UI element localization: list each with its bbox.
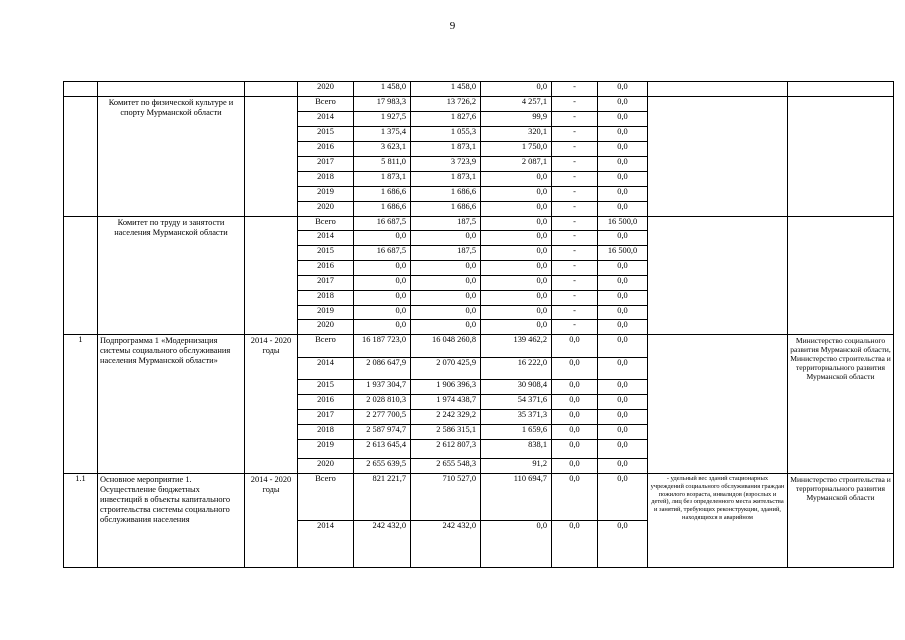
federal-budget-cell: 4 257,1 (481, 97, 552, 112)
year-cell: 2014 (298, 231, 354, 246)
year-cell: 2018 (298, 291, 354, 306)
year-cell: 2019 (298, 306, 354, 320)
year-cell: 2017 (298, 410, 354, 425)
total-cell: 2 655 639,5 (354, 459, 411, 474)
year-cell: Всего (298, 335, 354, 358)
local-budget-cell: 0,0 (552, 440, 598, 459)
total-cell: 1 927,5 (354, 112, 411, 127)
total-cell: 0,0 (354, 231, 411, 246)
year-cell: 2020 (298, 82, 354, 97)
total-cell: 1 375,4 (354, 127, 411, 142)
local-budget-cell: - (552, 246, 598, 261)
regional-budget-cell: 0,0 (411, 276, 481, 291)
other-sources-cell: 0,0 (598, 320, 648, 335)
local-budget-cell: - (552, 142, 598, 157)
federal-budget-cell: 30 908,4 (481, 380, 552, 395)
regional-budget-cell: 13 726,2 (411, 97, 481, 112)
year-cell: Всего (298, 217, 354, 231)
federal-budget-cell: 139 462,2 (481, 335, 552, 358)
federal-budget-cell: 0,0 (481, 172, 552, 187)
regional-budget-cell: 1 873,1 (411, 172, 481, 187)
federal-budget-cell: 0,0 (481, 246, 552, 261)
local-budget-cell: - (552, 320, 598, 335)
year-cell: 2016 (298, 395, 354, 410)
indicator-cell (648, 335, 788, 474)
total-cell: 2 613 645,4 (354, 440, 411, 459)
year-cell: 2020 (298, 459, 354, 474)
page-number: 9 (449, 20, 456, 32)
local-budget-cell: - (552, 306, 598, 320)
other-sources-cell: 0,0 (598, 291, 648, 306)
year-cell: 2019 (298, 440, 354, 459)
federal-budget-cell: 0,0 (481, 521, 552, 568)
other-sources-cell: 0,0 (598, 306, 648, 320)
table-row (64, 474, 894, 521)
local-budget-cell: - (552, 127, 598, 142)
other-sources-cell: 0,0 (598, 202, 648, 217)
regional-budget-cell: 1 974 438,7 (411, 395, 481, 410)
regional-budget-cell: 710 527,0 (411, 474, 481, 521)
other-sources-cell: 0,0 (598, 459, 648, 474)
total-cell: 1 937 304,7 (354, 380, 411, 395)
other-sources-cell: 16 500,0 (598, 246, 648, 261)
federal-budget-cell: 0,0 (481, 291, 552, 306)
regional-budget-cell: 1 873,1 (411, 142, 481, 157)
item-name-cell: Подпрограмма 1 «Модернизация системы социального обслуживания населения Мурманской области» (98, 335, 245, 474)
regional-budget-cell: 187,5 (411, 246, 481, 261)
other-sources-cell: 0,0 (598, 425, 648, 440)
local-budget-cell: - (552, 202, 598, 217)
item-number-cell (64, 82, 98, 97)
regional-budget-cell: 1 686,6 (411, 202, 481, 217)
total-cell: 17 983,3 (354, 97, 411, 112)
regional-budget-cell: 0,0 (411, 231, 481, 246)
total-cell: 16 687,5 (354, 217, 411, 231)
local-budget-cell: 0,0 (552, 521, 598, 568)
regional-budget-cell: 187,5 (411, 217, 481, 231)
year-cell: 2017 (298, 276, 354, 291)
regional-budget-cell: 2 070 425,9 (411, 358, 481, 380)
federal-budget-cell: 0,0 (481, 276, 552, 291)
regional-budget-cell: 1 458,0 (411, 82, 481, 97)
federal-budget-cell: 0,0 (481, 187, 552, 202)
year-cell: 2015 (298, 380, 354, 395)
federal-budget-cell: 0,0 (481, 306, 552, 320)
other-sources-cell: 0,0 (598, 440, 648, 459)
total-cell: 1 686,6 (354, 202, 411, 217)
year-cell: 2019 (298, 187, 354, 202)
local-budget-cell: 0,0 (552, 425, 598, 440)
table-row (64, 97, 894, 112)
total-cell: 0,0 (354, 320, 411, 335)
year-cell: Всего (298, 97, 354, 112)
other-sources-cell: 0,0 (598, 474, 648, 521)
year-cell: 2014 (298, 112, 354, 127)
responsible-executor-cell (788, 217, 894, 335)
total-cell: 821 221,7 (354, 474, 411, 521)
local-budget-cell: - (552, 82, 598, 97)
indicator-cell (648, 217, 788, 335)
local-budget-cell: 0,0 (552, 380, 598, 395)
item-number-cell (64, 97, 98, 217)
responsible-executor-cell: Министерство социального развития Мурманской области, Министерство строительства и территориального развития Мурманской области (788, 335, 894, 474)
regional-budget-cell: 3 723,9 (411, 157, 481, 172)
local-budget-cell: 0,0 (552, 395, 598, 410)
total-cell: 16 687,5 (354, 246, 411, 261)
indicator-cell: - удельный вес зданий стационарных учреждений социального обслуживания граждан пожилого возраста, инвалидов (взрослых и детей), лиц без определенного места жительства и занятий, требующих реконструкции, зданий, находящихся в аварийном (648, 474, 788, 568)
federal-budget-cell: 2 087,1 (481, 157, 552, 172)
regional-budget-cell: 2 612 807,3 (411, 440, 481, 459)
other-sources-cell: 0,0 (598, 276, 648, 291)
total-cell: 0,0 (354, 276, 411, 291)
other-sources-cell: 0,0 (598, 82, 648, 97)
responsible-executor-cell (788, 82, 894, 97)
local-budget-cell: 0,0 (552, 335, 598, 358)
other-sources-cell: 0,0 (598, 335, 648, 358)
other-sources-cell: 0,0 (598, 261, 648, 276)
federal-budget-cell: 0,0 (481, 217, 552, 231)
responsible-executor-cell (788, 97, 894, 217)
regional-budget-cell: 0,0 (411, 306, 481, 320)
federal-budget-cell: 320,1 (481, 127, 552, 142)
table-row (64, 82, 894, 97)
period-cell: 2014 - 2020 годы (245, 335, 298, 474)
total-cell: 2 587 974,7 (354, 425, 411, 440)
federal-budget-cell: 1 750,0 (481, 142, 552, 157)
local-budget-cell: - (552, 157, 598, 172)
total-cell: 1 458,0 (354, 82, 411, 97)
regional-budget-cell: 2 586 315,1 (411, 425, 481, 440)
other-sources-cell: 0,0 (598, 157, 648, 172)
local-budget-cell: - (552, 187, 598, 202)
item-number-cell: 1.1 (64, 474, 98, 568)
other-sources-cell: 0,0 (598, 97, 648, 112)
federal-budget-cell: 1 659,6 (481, 425, 552, 440)
local-budget-cell: - (552, 261, 598, 276)
other-sources-cell: 0,0 (598, 358, 648, 380)
federal-budget-cell: 0,0 (481, 202, 552, 217)
item-number-cell: 1 (64, 335, 98, 474)
regional-budget-cell: 1 055,3 (411, 127, 481, 142)
regional-budget-cell: 1 827,6 (411, 112, 481, 127)
total-cell: 242 432,0 (354, 521, 411, 568)
item-name-cell (98, 82, 245, 97)
table-row (64, 335, 894, 358)
year-cell: 2016 (298, 261, 354, 276)
federal-budget-cell: 54 371,6 (481, 395, 552, 410)
local-budget-cell: 0,0 (552, 474, 598, 521)
other-sources-cell: 0,0 (598, 521, 648, 568)
federal-budget-cell: 0,0 (481, 261, 552, 276)
other-sources-cell: 0,0 (598, 127, 648, 142)
year-cell: 2016 (298, 142, 354, 157)
federal-budget-cell: 16 222,0 (481, 358, 552, 380)
local-budget-cell: - (552, 112, 598, 127)
other-sources-cell: 0,0 (598, 172, 648, 187)
local-budget-cell: 0,0 (552, 358, 598, 380)
other-sources-cell: 0,0 (598, 410, 648, 425)
other-sources-cell: 0,0 (598, 112, 648, 127)
year-cell: 2020 (298, 202, 354, 217)
federal-budget-cell: 838,1 (481, 440, 552, 459)
item-number-cell (64, 217, 98, 335)
total-cell: 2 277 700,5 (354, 410, 411, 425)
item-name-cell: Основное мероприятие 1. Осуществление бюджетных инвестиций в объекты капитального строительства системы социального обслуживания населения (98, 474, 245, 568)
local-budget-cell: 0,0 (552, 410, 598, 425)
regional-budget-cell: 242 432,0 (411, 521, 481, 568)
other-sources-cell: 0,0 (598, 231, 648, 246)
federal-budget-cell: 0,0 (481, 231, 552, 246)
other-sources-cell: 16 500,0 (598, 217, 648, 231)
total-cell: 2 028 810,3 (354, 395, 411, 410)
total-cell: 1 873,1 (354, 172, 411, 187)
total-cell: 0,0 (354, 261, 411, 276)
year-cell: 2015 (298, 246, 354, 261)
total-cell: 0,0 (354, 291, 411, 306)
regional-budget-cell: 0,0 (411, 320, 481, 335)
regional-budget-cell: 2 242 329,2 (411, 410, 481, 425)
year-cell: 2017 (298, 157, 354, 172)
local-budget-cell: - (552, 172, 598, 187)
total-cell: 16 187 723,0 (354, 335, 411, 358)
regional-budget-cell: 16 048 260,8 (411, 335, 481, 358)
period-cell: 2014 - 2020 годы (245, 474, 298, 568)
federal-budget-cell: 91,2 (481, 459, 552, 474)
year-cell: 2015 (298, 127, 354, 142)
other-sources-cell: 0,0 (598, 142, 648, 157)
local-budget-cell: 0,0 (552, 459, 598, 474)
year-cell: 2014 (298, 358, 354, 380)
indicator-cell (648, 97, 788, 217)
responsible-executor-cell: Министерство строительства и территориального развития Мурманской области (788, 474, 894, 568)
year-cell: 2018 (298, 425, 354, 440)
local-budget-cell: - (552, 217, 598, 231)
local-budget-cell: - (552, 97, 598, 112)
item-name-cell: Комитет по труду и занятости населения Мурманской области (98, 217, 245, 335)
federal-budget-cell: 35 371,3 (481, 410, 552, 425)
period-cell (245, 97, 298, 217)
other-sources-cell: 0,0 (598, 380, 648, 395)
table-row (64, 217, 894, 231)
federal-budget-cell: 0,0 (481, 320, 552, 335)
local-budget-cell: - (552, 276, 598, 291)
local-budget-cell: - (552, 291, 598, 306)
regional-budget-cell: 0,0 (411, 261, 481, 276)
total-cell: 1 686,6 (354, 187, 411, 202)
indicator-cell (648, 82, 788, 97)
year-cell: 2018 (298, 172, 354, 187)
other-sources-cell: 0,0 (598, 187, 648, 202)
regional-budget-cell: 1 906 396,3 (411, 380, 481, 395)
total-cell: 2 086 647,9 (354, 358, 411, 380)
year-cell: Всего (298, 474, 354, 521)
total-cell: 3 623,1 (354, 142, 411, 157)
total-cell: 5 811,0 (354, 157, 411, 172)
federal-budget-cell: 99,9 (481, 112, 552, 127)
federal-budget-cell: 0,0 (481, 82, 552, 97)
item-name-cell: Комитет по физической культуре и спорту Мурманской области (98, 97, 245, 217)
year-cell: 2020 (298, 320, 354, 335)
federal-budget-cell: 110 694,7 (481, 474, 552, 521)
regional-budget-cell: 2 655 548,3 (411, 459, 481, 474)
year-cell: 2014 (298, 521, 354, 568)
total-cell: 0,0 (354, 306, 411, 320)
regional-budget-cell: 0,0 (411, 291, 481, 306)
period-cell (245, 82, 298, 97)
program-budget-table (63, 81, 894, 568)
other-sources-cell: 0,0 (598, 395, 648, 410)
local-budget-cell: - (552, 231, 598, 246)
period-cell (245, 217, 298, 335)
regional-budget-cell: 1 686,6 (411, 187, 481, 202)
